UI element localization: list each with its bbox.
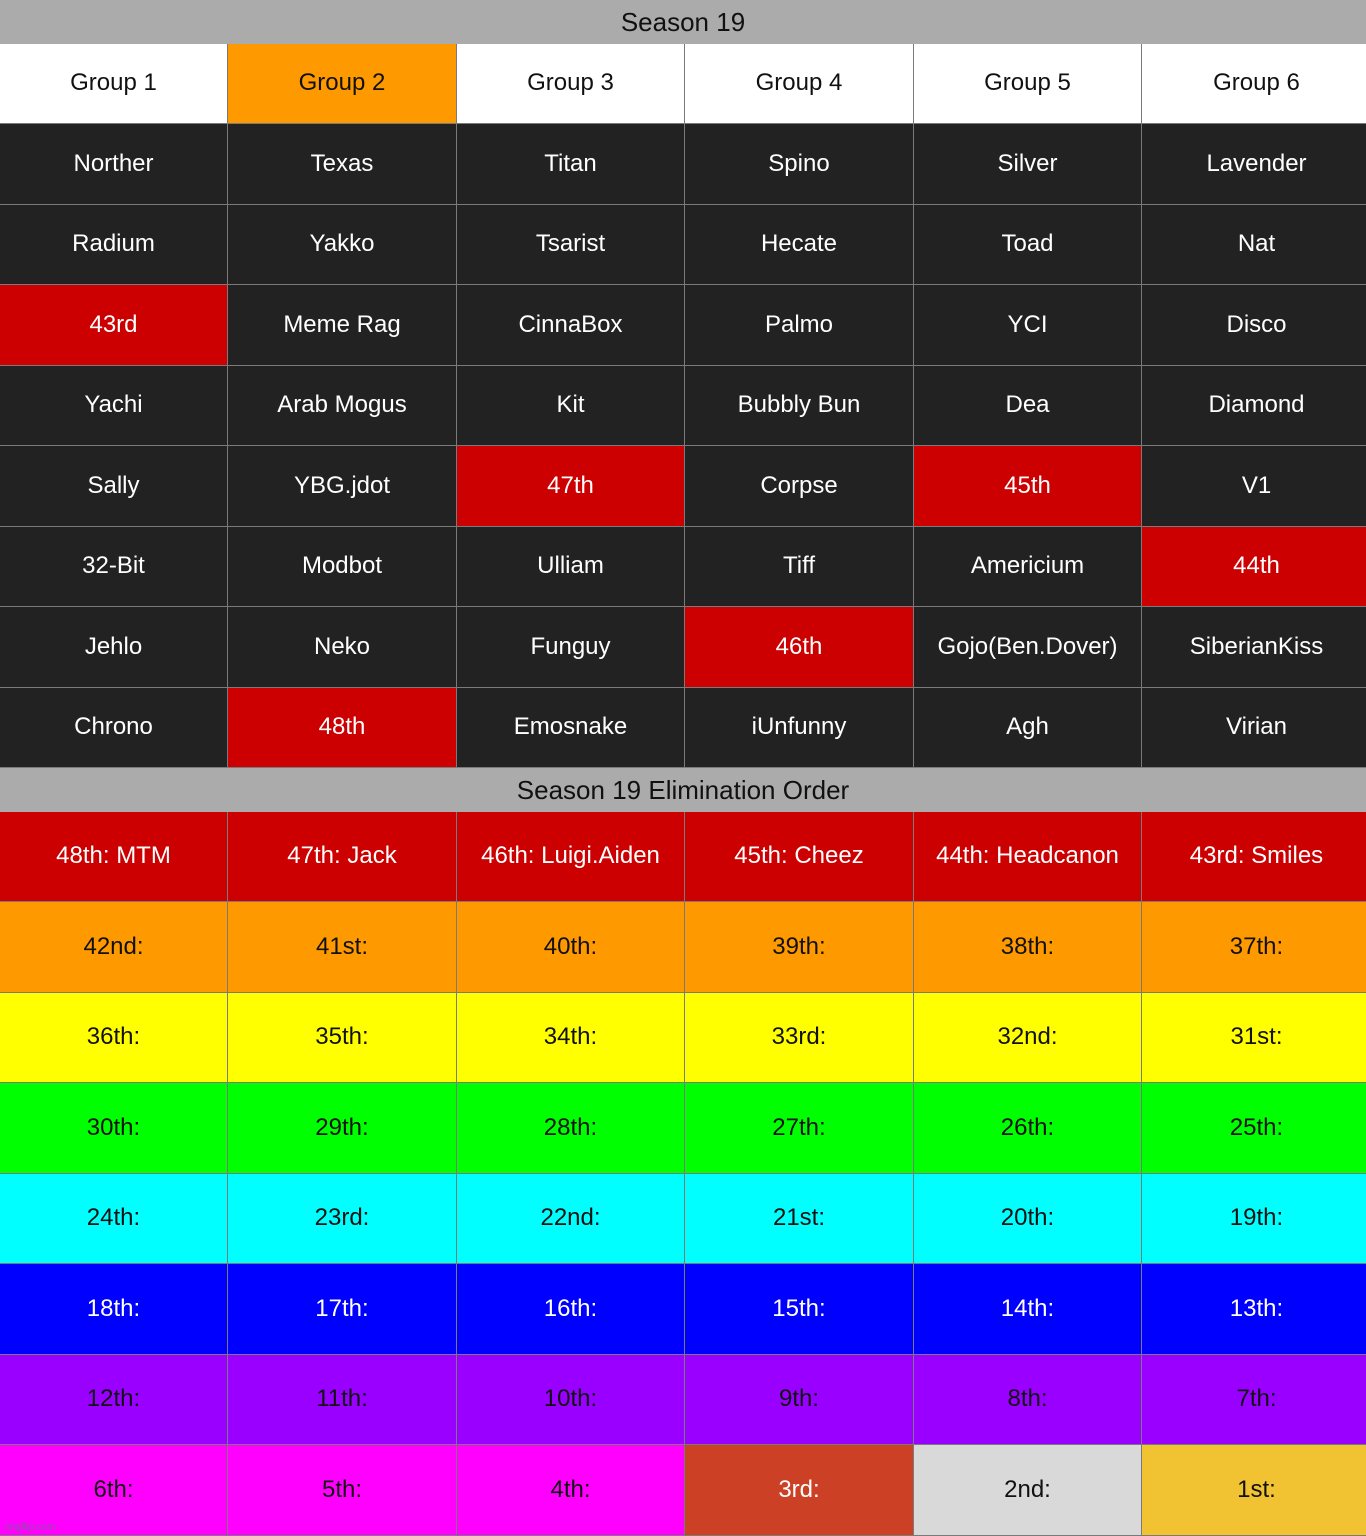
contestant-cell: Emosnake	[457, 688, 684, 768]
contestant-cell: CinnaBox	[457, 285, 684, 365]
elimination-title: Season 19 Elimination Order	[0, 768, 1366, 812]
contestant-cell: Spino	[685, 124, 913, 204]
elimination-table	[0, 812, 1366, 1536]
watermark: imgflip.com	[5, 1522, 56, 1533]
contestant-cell: Sally	[0, 446, 227, 526]
contestant-cell: Yachi	[0, 366, 227, 446]
contestant-cell: Silver	[914, 124, 1141, 204]
contestant-cell: Gojo(Ben.Dover)	[914, 607, 1141, 687]
elimination-cell: 10th:	[457, 1355, 684, 1445]
contestant-cell: Arab Mogus	[228, 366, 456, 446]
elimination-cell: 32nd:	[914, 993, 1141, 1083]
contestant-cell: Modbot	[228, 527, 456, 607]
elimination-cell: 14th:	[914, 1264, 1141, 1354]
contestant-cell: V1	[1142, 446, 1366, 526]
eliminated-placement-cell: 45th	[914, 446, 1141, 526]
elimination-cell: 3rd:	[685, 1445, 913, 1535]
eliminated-placement-cell: 46th	[685, 607, 913, 687]
elimination-cell: 25th:	[1142, 1083, 1366, 1173]
elimination-cell: 23rd:	[228, 1174, 456, 1264]
elimination-cell: 38th:	[914, 902, 1141, 992]
elimination-cell: 20th:	[914, 1174, 1141, 1264]
elimination-cell: 34th:	[457, 993, 684, 1083]
contestant-cell: Americium	[914, 527, 1141, 607]
contestant-cell: Dea	[914, 366, 1141, 446]
elimination-cell: 41st:	[228, 902, 456, 992]
contestant-cell: Virian	[1142, 688, 1366, 768]
contestant-cell: Nat	[1142, 205, 1366, 285]
contestant-cell: Meme Rag	[228, 285, 456, 365]
elimination-cell: 43rd: Smiles	[1142, 812, 1366, 901]
group-header: Group 4	[685, 44, 913, 123]
contestant-cell: Toad	[914, 205, 1141, 285]
contestant-cell: YCI	[914, 285, 1141, 365]
contestant-cell: SiberianKiss	[1142, 607, 1366, 687]
elimination-cell: 6th:	[0, 1445, 227, 1535]
group-header: Group 1	[0, 44, 227, 123]
elimination-cell: 33rd:	[685, 993, 913, 1083]
elimination-cell: 44th: Headcanon	[914, 812, 1141, 901]
contestant-cell: Chrono	[0, 688, 227, 768]
elimination-cell: 2nd:	[914, 1445, 1141, 1535]
elimination-cell: 39th:	[685, 902, 913, 992]
contestant-cell: Disco	[1142, 285, 1366, 365]
eliminated-placement-cell: 48th	[228, 688, 456, 768]
elimination-cell: 35th:	[228, 993, 456, 1083]
groups-table	[0, 44, 1366, 768]
contestant-cell: Jehlo	[0, 607, 227, 687]
eliminated-placement-cell: 43rd	[0, 285, 227, 365]
contestant-cell: Palmo	[685, 285, 913, 365]
elimination-cell: 46th: Luigi.Aiden	[457, 812, 684, 901]
contestant-cell: Kit	[457, 366, 684, 446]
elimination-cell: 45th: Cheez	[685, 812, 913, 901]
contestant-cell: Hecate	[685, 205, 913, 285]
elimination-cell: 15th:	[685, 1264, 913, 1354]
contestant-cell: Tsarist	[457, 205, 684, 285]
contestant-cell: iUnfunny	[685, 688, 913, 768]
elimination-cell: 16th:	[457, 1264, 684, 1354]
group-header: Group 2	[228, 44, 456, 123]
elimination-cell: 29th:	[228, 1083, 456, 1173]
elimination-cell: 11th:	[228, 1355, 456, 1445]
elimination-cell: 21st:	[685, 1174, 913, 1264]
elimination-cell: 30th:	[0, 1083, 227, 1173]
elimination-cell: 26th:	[914, 1083, 1141, 1173]
contestant-cell: Neko	[228, 607, 456, 687]
elimination-cell: 40th:	[457, 902, 684, 992]
elimination-cell: 27th:	[685, 1083, 913, 1173]
group-header: Group 3	[457, 44, 684, 123]
elimination-cell: 36th:	[0, 993, 227, 1083]
elimination-cell: 19th:	[1142, 1174, 1366, 1264]
elimination-cell: 47th: Jack	[228, 812, 456, 901]
season-title: Season 19	[0, 0, 1366, 44]
contestant-cell: Bubbly Bun	[685, 366, 913, 446]
contestant-cell: Titan	[457, 124, 684, 204]
contestant-cell: Ulliam	[457, 527, 684, 607]
elimination-cell: 17th:	[228, 1264, 456, 1354]
eliminated-placement-cell: 47th	[457, 446, 684, 526]
elimination-cell: 22nd:	[457, 1174, 684, 1264]
contestant-cell: Yakko	[228, 205, 456, 285]
elimination-cell: 7th:	[1142, 1355, 1366, 1445]
elimination-cell: 12th:	[0, 1355, 227, 1445]
contestant-cell: YBG.jdot	[228, 446, 456, 526]
contestant-cell: Agh	[914, 688, 1141, 768]
elimination-cell: 1st:	[1142, 1445, 1366, 1535]
contestant-cell: Texas	[228, 124, 456, 204]
elimination-cell: 4th:	[457, 1445, 684, 1535]
contestant-cell: 32-Bit	[0, 527, 227, 607]
contestant-cell: Norther	[0, 124, 227, 204]
elimination-cell: 8th:	[914, 1355, 1141, 1445]
contestant-cell: Funguy	[457, 607, 684, 687]
elimination-cell: 24th:	[0, 1174, 227, 1264]
elimination-cell: 18th:	[0, 1264, 227, 1354]
elimination-cell: 13th:	[1142, 1264, 1366, 1354]
eliminated-placement-cell: 44th	[1142, 527, 1366, 607]
elimination-cell: 48th: MTM	[0, 812, 227, 901]
group-header: Group 6	[1142, 44, 1366, 123]
elimination-cell: 9th:	[685, 1355, 913, 1445]
elimination-cell: 31st:	[1142, 993, 1366, 1083]
contestant-cell: Tiff	[685, 527, 913, 607]
elimination-cell: 5th:	[228, 1445, 456, 1535]
elimination-cell: 42nd:	[0, 902, 227, 992]
contestant-cell: Diamond	[1142, 366, 1366, 446]
elimination-cell: 37th:	[1142, 902, 1366, 992]
contestant-cell: Radium	[0, 205, 227, 285]
group-header: Group 5	[914, 44, 1141, 123]
contestant-cell: Corpse	[685, 446, 913, 526]
elimination-cell: 28th:	[457, 1083, 684, 1173]
contestant-cell: Lavender	[1142, 124, 1366, 204]
